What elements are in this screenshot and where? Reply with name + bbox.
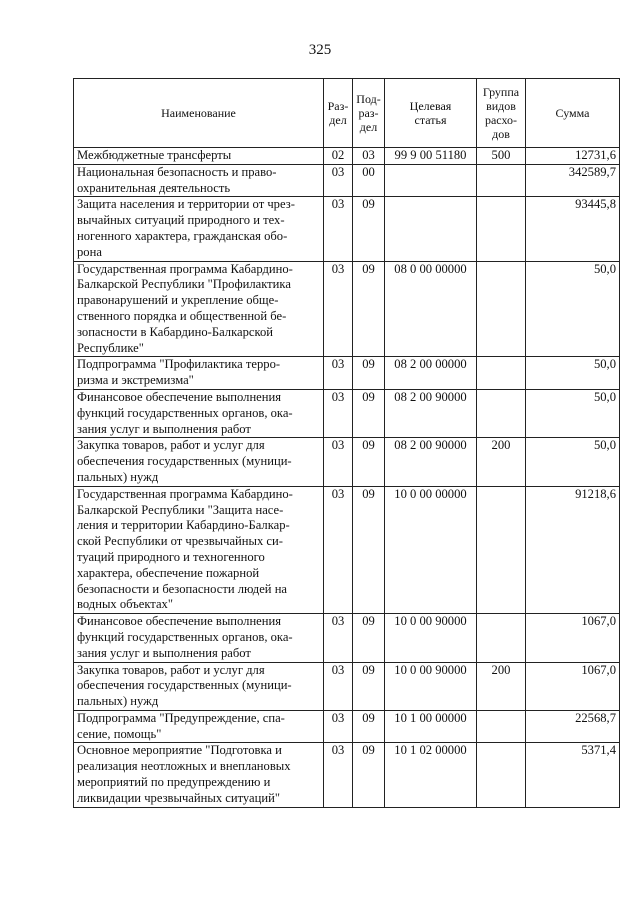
row-razdel-cell: 03 — [324, 662, 353, 710]
row-sum-cell: 12731,6 — [526, 148, 620, 165]
row-expense-group-cell — [477, 486, 526, 613]
row-expense-group-cell: 200 — [477, 662, 526, 710]
row-target-article-cell: 10 0 00 00000 — [385, 486, 477, 613]
row-name-cell: Финансовое обеспечение выполнения функций государственных органов, ока- зания услуг и выполнения работ — [74, 389, 324, 437]
row-razdel-cell: 03 — [324, 164, 353, 197]
row-name-cell: Межбюджетные трансферты — [74, 148, 324, 165]
row-target-article-cell: 08 2 00 90000 — [385, 389, 477, 437]
row-sum-cell: 93445,8 — [526, 197, 620, 261]
row-expense-group-cell — [477, 357, 526, 390]
row-name-cell: Закупка товаров, работ и услуг для обеспечения государственных (муници- пальных) нужд — [74, 438, 324, 486]
row-target-article-cell: 99 9 00 51180 — [385, 148, 477, 165]
row-target-article-cell: 10 0 00 90000 — [385, 614, 477, 662]
row-podrazdel-cell: 00 — [353, 164, 385, 197]
row-expense-group-cell — [477, 389, 526, 437]
table-row — [74, 197, 620, 261]
row-expense-group-cell: 500 — [477, 148, 526, 165]
row-sum-cell: 50,0 — [526, 357, 620, 390]
row-podrazdel-cell: 09 — [353, 389, 385, 437]
row-podrazdel-cell: 09 — [353, 197, 385, 261]
row-sum-cell: 50,0 — [526, 389, 620, 437]
row-name-cell: Государственная программа Кабардино- Балкарской Республики "Профилактика правонарушений и укрепление обще- ственного порядка и общественной бе- зопасности в Кабардино-Балкарской Республике" — [74, 261, 324, 357]
row-sum-cell: 342589,7 — [526, 164, 620, 197]
row-razdel-cell: 03 — [324, 389, 353, 437]
row-target-article-cell: 08 2 00 90000 — [385, 438, 477, 486]
row-razdel-cell: 03 — [324, 197, 353, 261]
row-target-article-cell: 10 1 02 00000 — [385, 743, 477, 807]
row-expense-group-cell: 200 — [477, 438, 526, 486]
row-expense-group-cell — [477, 710, 526, 743]
table-row — [74, 261, 620, 357]
row-podrazdel-cell: 09 — [353, 486, 385, 613]
row-razdel-cell: 03 — [324, 710, 353, 743]
table-row — [74, 164, 620, 197]
header-sum: Сумма — [526, 79, 620, 148]
row-razdel-cell: 03 — [324, 261, 353, 357]
row-expense-group-cell — [477, 197, 526, 261]
row-target-article-cell — [385, 197, 477, 261]
row-razdel-cell: 03 — [324, 743, 353, 807]
row-razdel-cell: 03 — [324, 357, 353, 390]
row-podrazdel-cell: 09 — [353, 614, 385, 662]
table-row — [74, 743, 620, 807]
table-row — [74, 389, 620, 437]
row-razdel-cell: 03 — [324, 614, 353, 662]
row-razdel-cell: 03 — [324, 438, 353, 486]
row-sum-cell: 5371,4 — [526, 743, 620, 807]
table-row — [74, 614, 620, 662]
row-target-article-cell: 10 0 00 90000 — [385, 662, 477, 710]
row-target-article-cell: 08 0 00 00000 — [385, 261, 477, 357]
row-razdel-cell: 02 — [324, 148, 353, 165]
row-expense-group-cell — [477, 164, 526, 197]
table-row — [74, 662, 620, 710]
row-sum-cell: 22568,7 — [526, 710, 620, 743]
row-podrazdel-cell: 09 — [353, 357, 385, 390]
row-name-cell: Финансовое обеспечение выполнения функций государственных органов, ока- зания услуг и выполнения работ — [74, 614, 324, 662]
header-expense-group: Группа видов расхо- дов — [477, 79, 526, 148]
row-podrazdel-cell: 09 — [353, 662, 385, 710]
row-name-cell: Национальная безопасность и право- охранительная деятельность — [74, 164, 324, 197]
table-header-row — [74, 79, 620, 148]
page-number: 325 — [308, 42, 332, 58]
row-name-cell: Подпрограмма "Профилактика терро- ризма и экстремизма" — [74, 357, 324, 390]
row-sum-cell: 1067,0 — [526, 662, 620, 710]
row-name-cell: Закупка товаров, работ и услуг для обеспечения государственных (муници- пальных) нужд — [74, 662, 324, 710]
row-podrazdel-cell: 09 — [353, 261, 385, 357]
table-row — [74, 148, 620, 165]
table-row — [74, 710, 620, 743]
header-razdel: Раз- дел — [324, 79, 353, 148]
row-expense-group-cell — [477, 614, 526, 662]
table-row — [74, 438, 620, 486]
row-name-cell: Подпрограмма "Предупреждение, спа- сение, помощь" — [74, 710, 324, 743]
row-podrazdel-cell: 09 — [353, 743, 385, 807]
row-target-article-cell — [385, 164, 477, 197]
row-expense-group-cell — [477, 261, 526, 357]
table-row — [74, 357, 620, 390]
row-podrazdel-cell: 09 — [353, 438, 385, 486]
table-row — [74, 486, 620, 613]
row-target-article-cell: 08 2 00 00000 — [385, 357, 477, 390]
row-podrazdel-cell: 03 — [353, 148, 385, 165]
row-name-cell: Основное мероприятие "Подготовка и реализация неотложных и внеплановых мероприятий по предупреждению и ликвидации чрезвычайных ситуаций" — [74, 743, 324, 807]
row-sum-cell: 1067,0 — [526, 614, 620, 662]
row-target-article-cell: 10 1 00 00000 — [385, 710, 477, 743]
row-sum-cell: 50,0 — [526, 261, 620, 357]
row-razdel-cell: 03 — [324, 486, 353, 613]
header-podrazdel: Под- раз- дел — [353, 79, 385, 148]
header-name: Наименование — [74, 79, 324, 148]
row-expense-group-cell — [477, 743, 526, 807]
budget-table — [73, 78, 620, 808]
row-podrazdel-cell: 09 — [353, 710, 385, 743]
row-name-cell: Защита населения и территории от чрез- вычайных ситуаций природного и тех- ногенного характера, гражданская обо- рона — [74, 197, 324, 261]
row-sum-cell: 91218,6 — [526, 486, 620, 613]
row-name-cell: Государственная программа Кабардино- Балкарской Республики "Защита насе- ления и территории Кабардино-Балкар- ской Республики от чрезвычайных си- туаций природного и техногенного характера, обеспечение пожарной безопасности и безопасности людей на водных объектах" — [74, 486, 324, 613]
row-sum-cell: 50,0 — [526, 438, 620, 486]
header-target-article: Целевая статья — [385, 79, 477, 148]
